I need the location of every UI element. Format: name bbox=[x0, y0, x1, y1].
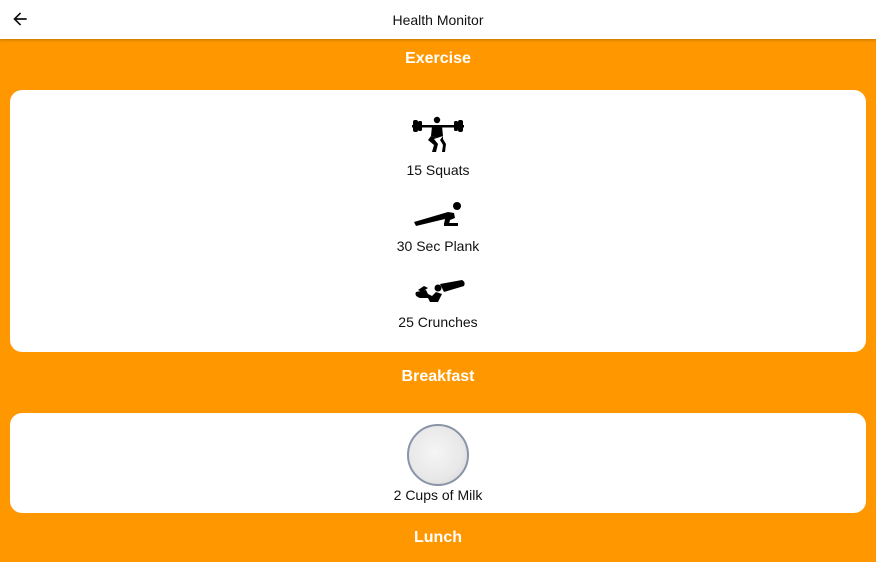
section-title-lunch: Lunch bbox=[414, 529, 462, 546]
list-item[interactable] bbox=[10, 424, 866, 503]
milk-icon bbox=[407, 424, 469, 486]
app-bar bbox=[0, 0, 876, 39]
plank-icon bbox=[410, 200, 466, 230]
page-title: Health Monitor bbox=[392, 12, 484, 28]
section-title-breakfast: Breakfast bbox=[401, 368, 475, 385]
list-item[interactable] bbox=[10, 114, 866, 178]
list-item[interactable] bbox=[10, 200, 866, 254]
item-label: 2 Cups of Milk bbox=[393, 487, 483, 503]
item-label: 30 Sec Plank bbox=[396, 238, 480, 254]
section-title-exercise: Exercise bbox=[405, 50, 471, 67]
item-label: 15 Squats bbox=[406, 162, 470, 178]
item-label: 25 Crunches bbox=[398, 314, 478, 330]
crunch-icon bbox=[408, 274, 468, 308]
list-item[interactable] bbox=[10, 274, 866, 330]
breakfast-card bbox=[10, 413, 866, 513]
exercise-card bbox=[10, 90, 866, 352]
squat-icon bbox=[410, 114, 466, 154]
